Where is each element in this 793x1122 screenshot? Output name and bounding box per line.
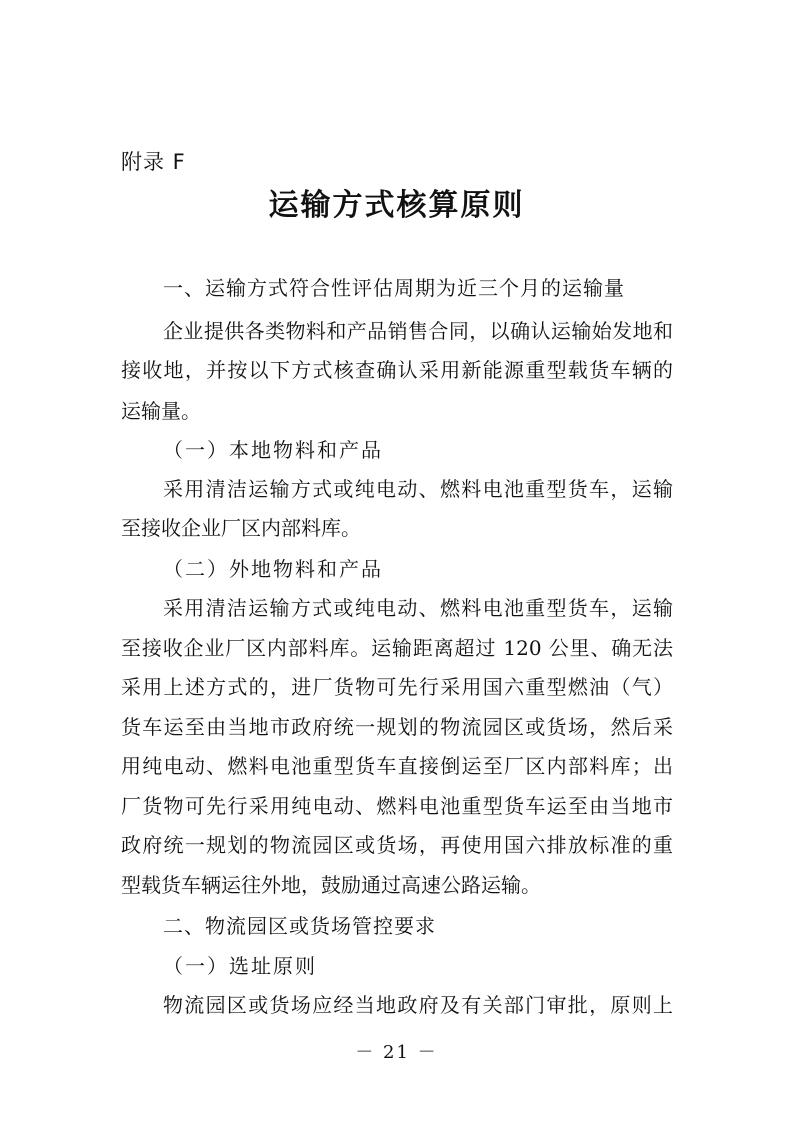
sub-heading-external: （二）外地物料和产品 — [163, 557, 383, 581]
paragraph-line: 型载货车辆运往外地，鼓励通过高速公路运输。 — [121, 873, 541, 897]
appendix-label: 附录 F — [121, 150, 186, 174]
paragraph-line: 企业提供各类物料和产品销售合同，以确认运输始发地和 — [163, 319, 673, 343]
sub-heading-site-selection: （一）选址原则 — [163, 954, 317, 978]
paragraph-line: 运输量。 — [121, 399, 201, 423]
paragraph-line: 采用清洁运输方式或纯电动、燃料电池重型货车，运输 — [163, 596, 673, 620]
section-heading-2: 二、物流园区或货场管控要求 — [163, 914, 436, 938]
paragraph-line: 厂货物可先行采用纯电动、燃料电池重型货车运至由当地市 — [121, 794, 673, 818]
paragraph-line: 接收地，并按以下方式核查确认采用新能源重型载货车辆的 — [121, 358, 673, 382]
paragraph-line: 至接收企业厂区内部料库。运输距离超过 120 公里、确无法 — [121, 636, 673, 660]
paragraph-line: 采用清洁运输方式或纯电动、燃料电池重型货车，运输 — [163, 477, 673, 501]
paragraph-line: 货车运至由当地市政府统一规划的物流园区或货场，然后采 — [121, 715, 673, 739]
document-title: 运输方式核算原则 — [268, 188, 525, 223]
page-number: － 21 － — [355, 1042, 438, 1063]
paragraph-line: 物流园区或货场应经当地政府及有关部门审批，原则上 — [163, 993, 673, 1017]
section-heading-1: 一、运输方式符合性评估周期为近三个月的运输量 — [163, 276, 625, 300]
paragraph-line: 用纯电动、燃料电池重型货车直接倒运至厂区内部料库；出 — [121, 754, 673, 778]
paragraph-line: 采用上述方式的，进厂货物可先行采用国六重型燃油（气） — [121, 675, 673, 699]
sub-heading-local: （一）本地物料和产品 — [163, 438, 383, 462]
paragraph-line: 至接收企业厂区内部料库。 — [121, 516, 361, 540]
paragraph-line: 政府统一规划的物流园区或货场，再使用国六排放标准的重 — [121, 833, 673, 857]
